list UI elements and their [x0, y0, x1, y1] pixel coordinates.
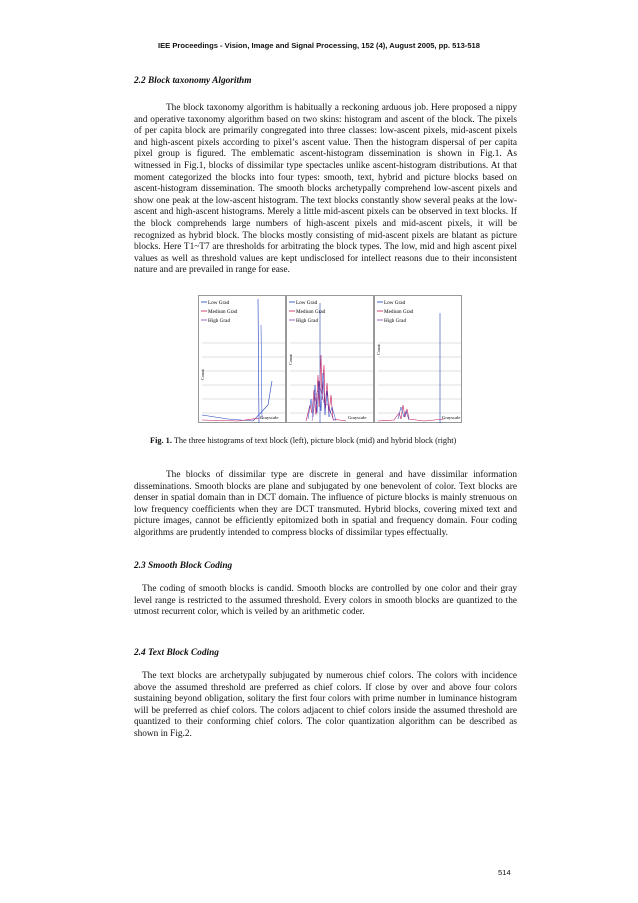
- section-2-2-body: The block taxonomy algorithm is habitually a reckoning arduous job. Here proposed a nippy and operative taxonomy algorithm based on two skins: histogram and ascent of the block. The pixels of per capita block are primarily congregated into three classes: low-ascent pixels, mid-ascent pixels and high-ascent pixels according to pixel’s ascent value. Then the histogram dispersal of per capita pixel group is figured. The emblematic ascent-histogram dissemination is shown in Fig.1. As witnessed in Fig.1, blocks of dissimilar type spectacles unlike ascent-histogram distributions. At that moment categorized the blocks into four types: smooth, text, hybrid and picture blocks based on ascent-histogram dissemination. The smooth blocks archetypally comprehend low-ascent pixels and show one peak at the low-ascent histogram. The text blocks constantly show several peaks at the low-ascent and high-ascent histograms. Merely a little mid-ascent pixels can be observed in text blocks. If the block comprehends large numbers of high-ascent pixels and mid-ascent pixels, it will be recognized as hybrid block. The blocks mostly consisting of mid-ascent pixels are blatant as picture blocks. Here T1~T7 are thresholds for arbitrating the block types. The low, mid and high ascent pixel values as well as threshold values are kept undisclosed for intellect reasons due to their inconsistent nature and are prevailed in range for ease.: [134, 103, 517, 276]
- y-axis-label: Count: [200, 369, 205, 380]
- legend-low: Low Grad: [208, 300, 230, 306]
- histogram-hybrid-block: [374, 295, 462, 423]
- section-2-3-heading: 2.3 Smooth Block Coding: [134, 561, 233, 571]
- y-axis-label: Count: [376, 344, 381, 355]
- histogram-picture-block: [286, 295, 374, 423]
- x-axis-label: Grayscale: [442, 415, 461, 420]
- legend-high: High Grad: [296, 318, 319, 324]
- figure-1-caption: [150, 436, 456, 445]
- legend-high: High Grad: [384, 318, 407, 324]
- x-axis-label: Grayscale: [348, 415, 367, 420]
- caption-label: Fig. 1.: [150, 436, 172, 445]
- section-2-3-body: The coding of smooth blocks is candid. Smooth blocks are controlled by one color and their gray level range is restricted to the assumed threshold. Every colors in smooth blocks are quantized to the utmost recurrent color, which is veiled by an arithmetic coder.: [134, 584, 517, 618]
- histogram-text-block: [198, 295, 286, 423]
- legend-medium: Medium Grad: [208, 309, 238, 315]
- legend-low: Low Grad: [384, 300, 406, 306]
- section-2-4-heading: 2.4 Text Block Coding: [134, 648, 219, 658]
- x-axis-label: Grayscale: [260, 415, 279, 420]
- caption-text: The three histograms of text block (left), picture block (mid) and hybrid block (right): [171, 436, 457, 445]
- section-2-4-body: The text blocks are archetypally subjugated by numerous chief colors. The colors with incidence above the assumed threshold are preferred as chief colors. If close by over and above four colors sustaining beyond obligation, solitary the first four colors with prime number in luminance histogram will be preferred as chief colors. The colors adjacent to chief colors inside the assumed threshold are quantized to their conforming chief colors. The color quantization algorithm can be described as shown in Fig.2.: [134, 671, 517, 739]
- legend-low: Low Grad: [296, 300, 318, 306]
- legend-medium: Medium Grad: [384, 309, 414, 315]
- page-number: 514: [498, 868, 511, 877]
- legend-medium: Medium Grad: [296, 309, 326, 315]
- figure-1: [198, 295, 462, 423]
- dissimilar-blocks-paragraph: The blocks of dissimilar type are discrete in general and have dissimilar information disseminations. Smooth blocks are plane and subjugated by one benevolent of color. Text blocks are denser in spatial domain than in DCT domain. The influence of picture blocks is mainly strenuous on low frequency coefficients when they are DCT transmuted. Hybrid blocks, covering mixed text and picture images, cannot be efficiently epitomized both in spatial and frequency domain. Four coding algorithms are prudently intended to compress blocks of dissimilar types effectually.: [134, 470, 517, 538]
- legend-high: High Grad: [208, 318, 231, 324]
- section-2-2-heading: 2.2 Block taxonomy Algorithm: [134, 76, 252, 86]
- running-header: IEE Proceedings - Vision, Image and Signal Processing, 152 (4), August 2005, pp. 513-518: [158, 41, 480, 50]
- y-axis-label: Count: [288, 354, 293, 365]
